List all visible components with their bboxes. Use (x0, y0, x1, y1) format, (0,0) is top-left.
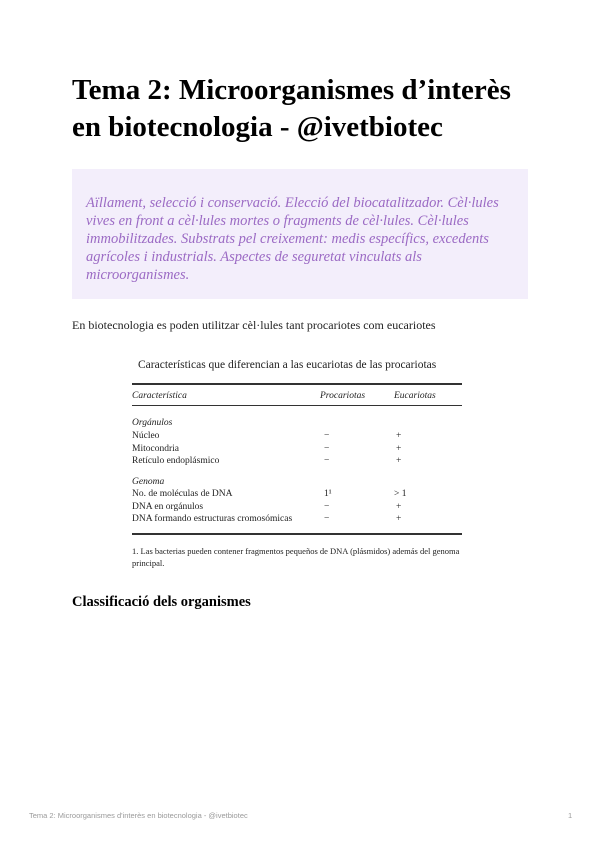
table-bottom-rule (132, 533, 462, 535)
row-euk-value: + (396, 444, 402, 454)
header-eukaryotes: Eucariotas (394, 391, 436, 401)
row-prok-value: − (324, 456, 330, 466)
group-genome: Genoma (132, 477, 165, 487)
header-prokaryotes: Procariotas (320, 391, 366, 401)
row-euk-value: + (396, 502, 402, 512)
row-euk-value: + (396, 514, 402, 524)
summary-callout (72, 169, 528, 299)
table-title: Características que diferencian a las eucariotas de las procariotas (138, 359, 437, 371)
row-euk-value: + (396, 456, 402, 466)
section-heading: Classificació dels organismes (72, 594, 251, 610)
comparison-table-figure (128, 355, 480, 575)
row-label: Núcleo (132, 431, 160, 441)
row-label: Mitocondria (132, 444, 179, 454)
row-prok-value: − (324, 431, 330, 441)
row-label: No. de moléculas de DNA (132, 489, 233, 499)
row-label: DNA formando estructuras cromosómicas (132, 514, 293, 524)
row-prok-value: − (324, 514, 330, 524)
group-organelles: Orgánulos (132, 418, 173, 428)
row-label: DNA en orgánulos (132, 502, 204, 512)
page-number: 1 (568, 811, 573, 820)
page-title: Tema 2: Microorganismes d’interès en biotecnologia - @ivetbiotec (72, 74, 511, 143)
summary-callout-text: Aïllament, selecció i conservació. Elecció del biocatalitzador. Cèl·lules vives en front a cèl·lules mortes o fragments de cèl·lules. Cèl·lules immobilitzades. Substrats pel creixement: medis específics, excedents agrícoles i industrials. Aspectes de seguretat vinculats als microorganismes. (86, 195, 499, 283)
intro-paragraph: En biotecnologia es poden utilitzar cèl·lules tant procariotes com eucariotes (72, 318, 436, 332)
header-characteristic: Característica (132, 391, 187, 401)
row-prok-value: − (324, 502, 330, 512)
row-prok-value: − (324, 444, 330, 454)
table-header-rule (132, 405, 462, 406)
row-label: Retículo endoplásmico (132, 456, 220, 466)
row-euk-value: > 1 (394, 489, 407, 499)
table-footnote: 1. Las bacterias pueden contener fragmentos pequeños de DNA (plásmidos) además del genoma principal. (132, 546, 460, 568)
table-top-rule (132, 383, 462, 385)
row-euk-value: + (396, 431, 402, 441)
row-prok-value: 1¹ (324, 489, 332, 499)
footer-title: Tema 2: Microorganismes d'interès en biotecnologia - @ivetbiotec (29, 811, 248, 820)
